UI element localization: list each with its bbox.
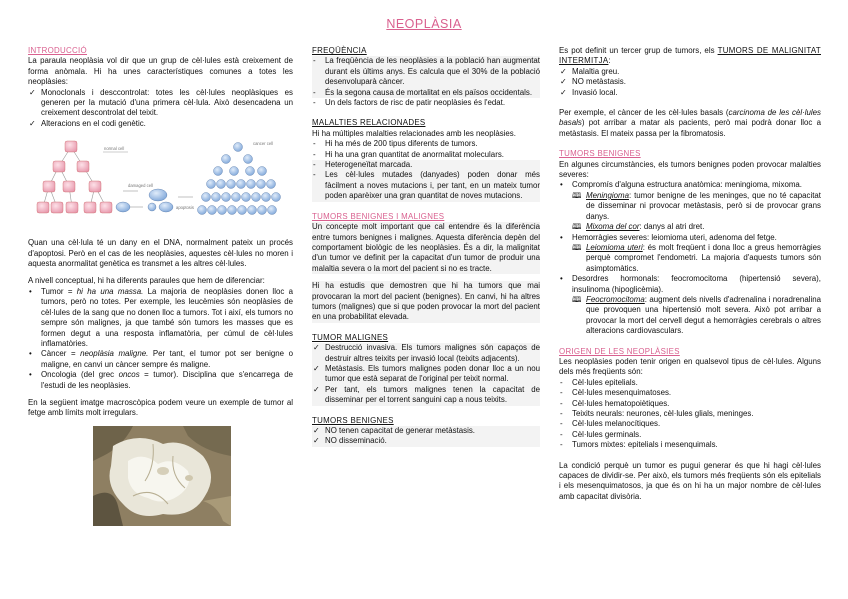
list-item: ✓ Metàstasis. Els tumors malignes poden donar lloc a un nou tumor que està separat de l'original per teixit normal.: [313, 363, 540, 384]
list-item: • Tumor = hi ha una massa. La majoria de neoplàsies donen lloc a tumors, però no totes. Per exemple, les leucèmies són neoplàsies de cèl·lules de la sang que no donen lloc a tumors. Tot i així, els tumors no sempre són malignes, ja que també són tumors les masses que es formen degut a una resposta inflamatòria, per cúmul de cèl·lules inflamatòries.: [29, 286, 293, 348]
liver-tumor-image: [93, 426, 231, 526]
section-heading-malalties: MALALTIES RELACIONADES: [312, 118, 426, 128]
list-item: - Cèl·lules epitelials.: [560, 377, 638, 387]
list-item: ✓ Per tant, els tumors malignes tenen la capacitat de disseminar per el torrent sanguini cap a nous teixits.: [313, 384, 540, 405]
list-item: • Càncer = neoplàsia maligne. Per tant, el tumor pot ser benigne o maligne, en canvi un càncer sempre és maligne.: [29, 349, 293, 369]
list-item: ✓ Malaltia greu.: [560, 66, 620, 76]
page-title: NEOPLÀSIA: [386, 17, 462, 31]
check-icon: ✓: [29, 87, 36, 97]
dash-icon: -: [313, 160, 316, 170]
benign-severe-list: [559, 180, 821, 336]
check-icon: ✓: [560, 77, 567, 87]
cell-diagram-illustration: [28, 137, 283, 232]
check-icon: ✓: [29, 118, 36, 128]
list-item: • Desordres hormonals: feocromocitoma (hipertensió severa), insulinoma (hipoglicèmia).: [560, 274, 821, 294]
column-2: [312, 46, 540, 447]
book-icon: 🕮: [572, 222, 582, 232]
dash-icon: -: [560, 440, 563, 450]
benign-severe-paragraph: En algunes circumstàncies, els tumors benignes poden provocar malalties severes:: [559, 159, 821, 180]
check-icon: ✓: [313, 343, 320, 353]
list-item: 🕮 Meningioma: tumor benigne de les meninges, que no té capacitat de disseminar ni provocar metàstasis, però si de provocar grans danys.: [572, 190, 821, 221]
bullet-icon: •: [29, 349, 32, 359]
terms-list: [28, 287, 293, 391]
dash-icon: -: [313, 170, 316, 180]
image-caption-paragraph: En la següent imatge macroscòpica podem veure un exemple de tumor al fetge amb límits molt irregulars.: [28, 397, 293, 418]
section-heading-benignes-malignes: TUMORS BENIGNES I MALIGNES: [312, 211, 445, 221]
intro-paragraph: La paraula neoplàsia vol dir que un grup de cèl·lules està creixement de forma anòmala. Hi ha unes característiques comunes a totes les neoplàsies:: [28, 56, 293, 87]
list-item: ✓ NO disseminació.: [312, 436, 540, 446]
check-icon: ✓: [313, 363, 320, 373]
malign-list: [312, 343, 540, 405]
intermediate-list: [559, 67, 821, 98]
intermediate-term: TUMORS DE MALIGNITAT INTERMITJA: [559, 46, 821, 66]
list-item: ✓ Destrucció invasiva. Els tumors malignes són capaços de destruir altres teixits per invasió local (teixits adjacents).: [313, 343, 540, 363]
column-3: [559, 46, 821, 502]
dash-icon: -: [560, 398, 563, 408]
list-item: 🕮 Mixoma del cor: danys al atri dret.: [572, 222, 705, 232]
list-item: - És la segona causa de mortalitat en els països occidentals.: [312, 88, 540, 98]
dash-icon: -: [560, 419, 563, 429]
list-item: - Heterogeneïtat marcada.: [312, 160, 540, 170]
example-paragraph: Per exemple, el càncer de les cèl·lules basals (carcinoma de les cèl·lules basals) pot arribar a matar als pacients, però mai podrà donar lloc a metàstasis. El mateix passa per la fibromatosis.: [559, 108, 822, 138]
book-icon: 🕮: [572, 294, 582, 304]
list-item: • Oncologia (del grec oncos = tumor). Disciplina que s'encarrega de l'estudi de les neoplàsies.: [29, 370, 293, 390]
damaged-cell-label: damaged cell: [128, 183, 153, 189]
book-icon: 🕮: [572, 242, 582, 252]
dash-icon: -: [313, 98, 316, 108]
origin-list: [559, 378, 821, 451]
bullet-icon: •: [29, 370, 32, 380]
list-item: ✓ Monoclonals i desccontrolat: totes les cèl·lules neoplàsiques es generen per la mutació d'una primera cèl·lula. Això desencadena un creixement descontrolat del teixit.: [29, 87, 293, 118]
section-heading-malignes: TUMOR MALIGNES: [312, 332, 389, 342]
list-item: ✓ Invasió local.: [560, 87, 618, 97]
related-paragraph: Hi ha múltiples malalties relacionades amb les neoplàsies.: [312, 128, 516, 138]
cancer-cell-label: cancer cell: [253, 141, 274, 147]
origin-paragraph: Les neoplàsies poden tenir origen en qualsevol tipus de cèl·lules. Alguns dels més freqüents són:: [559, 356, 821, 377]
check-icon: ✓: [313, 384, 320, 394]
frequency-list: [312, 56, 540, 108]
dash-icon: -: [313, 87, 316, 97]
apoptosis-label: apoptosis: [176, 205, 194, 211]
section-heading-introduccio: INTRODUCCIÓ: [28, 46, 87, 55]
list-item: - Hi ha més de 200 tipus diferents de tumors.: [313, 139, 478, 149]
list-item: 🕮 Feocromocitoma: augment dels nivells d'adrenalina i noradrenalina que provoquen una hipertensió molt severa. Això pot arribar a provocar la mort del cervell degut a hemorràgies cerebrals o altres alteracions cardiovasculars.: [572, 294, 821, 336]
list-item: - Hi ha una gran quantitat de anormalitat moleculars.: [313, 149, 504, 159]
check-icon: ✓: [313, 436, 320, 446]
dash-icon: -: [313, 56, 316, 66]
list-item: - Les cèl·lules mutades (danyades) poden donar més fàcilment a noves mutacions i, per tant, en un mateix tumor poden aparèixer una gran quantitat de noves mutacions.: [313, 170, 540, 201]
liver-tumor-photo: [93, 426, 231, 526]
bullet-icon: •: [29, 286, 32, 296]
normal-cell-label: normal cell: [104, 146, 125, 152]
dash-icon: -: [560, 388, 563, 398]
list-item: - Cèl·lules mesenquimatoses.: [560, 388, 672, 398]
related-list: [312, 139, 540, 201]
list-item: 🕮 Leiomioma uteri: és molt freqüent i dona lloc a greus hemorràgies perquè compromet l'endometri. La majoria d'aquests tumors són asimptomàtics.: [572, 242, 821, 273]
dash-icon: -: [313, 149, 316, 159]
bullet-icon: •: [560, 180, 563, 190]
final-paragraph: La condició perquè un tumor es pugui generar és que hi hagi cèl·lules capaces de dividir-se. Per això, els tumors més freqüents són els epitelials i els mesenquimatosos, ja que és on hi ha un major nombre de cèl·lules amb capacitat divisòria.: [559, 460, 821, 501]
check-icon: ✓: [560, 87, 567, 97]
list-item: - Un dels factors de risc de patir neoplàsies és l'edat.: [313, 98, 506, 108]
check-icon: ✓: [313, 426, 320, 435]
list-item: ✓ NO metàstasis.: [560, 77, 626, 87]
section-heading-benignes: TUMORS BENIGNES: [312, 415, 394, 425]
section-heading-tumors-benignes: TUMORS BENIGNES: [559, 149, 641, 159]
bullet-icon: •: [560, 232, 563, 242]
column-1: [28, 46, 293, 526]
list-item: - Cèl·lules germinals.: [560, 429, 642, 439]
benign-malign-paragraph-1: Un concepte molt important que cal entendre és la diferència entre tumors benignes i malignes. Aquesta diferència depèn del comportament biològic de les neoplàsies. És a dir, la malignitat d'un tumor ve definit per la capacitat d'un tumor de produir una malaltia severa o la mort del pacient si no es tracte.: [312, 222, 540, 273]
dash-icon: -: [313, 139, 316, 149]
list-item: - Cèl·lules hematopoiètiques.: [560, 398, 670, 408]
section-heading-frequencia: FREQÜÈNCIA: [312, 46, 367, 55]
section-heading-origen: ORIGEN DE LES NEOPLÀSIES: [559, 346, 680, 356]
benign-malign-paragraph-2: Hi ha estudis que demostren que hi ha tumors que mai provocaran la mort del pacient (benignes). En canvi, hi ha altres tumors (malignes) que si que poden provocar la mort del pacient en una probabilitat elevada.: [312, 281, 540, 322]
list-item: - Teixits neurals: neurones, cèl·lules glials, meninges.: [560, 409, 754, 418]
dash-icon: -: [560, 429, 563, 439]
list-item: ✓ Alteracions en el codi genètic.: [29, 118, 146, 128]
list-item: - La freqüència de les neoplàsies a la població han augmentat durant els últims anys. Es calcula que el 30% de la població desenvoluparà càncer.: [313, 56, 540, 87]
list-item: • Compromís d'alguna estructura anatòmica: meningioma, mixoma.: [560, 180, 802, 190]
concept-paragraph: A nivell conceptual, hi ha diferents paraules que hem de diferenciar:: [28, 276, 265, 286]
dash-icon: -: [560, 377, 563, 387]
list-item: • Hemorràgies severes: leiomioma uteri, adenoma del fetge.: [560, 232, 777, 242]
book-icon: 🕮: [572, 190, 582, 200]
list-item: - Cèl·lules melanocítiques.: [560, 419, 661, 429]
benign-list: [312, 426, 540, 447]
list-item: - Tumors mixtes: epitelials i mesenquimals.: [560, 440, 718, 450]
intro-list: [28, 88, 293, 130]
list-item: ✓ NO tenen capacitat de generar metàstasis.: [312, 426, 540, 436]
intermediate-paragraph: Es pot definit un tercer grup de tumors, els TUMORS DE MALIGNITAT INTERMITJA:: [559, 46, 821, 66]
dna-paragraph: Quan una cèl·lula té un dany en el DNA, normalment pateix un procés d'apoptosi. Però en el cas de les neoplàsies, aquestes cèl·lules no moren i aquesta anormalitat genètica es transmet a les altres cèl·lules.: [28, 238, 293, 269]
cell-division-diagram: [28, 137, 283, 232]
bullet-icon: •: [560, 274, 563, 284]
check-icon: ✓: [560, 66, 567, 76]
dash-icon: -: [560, 409, 563, 418]
